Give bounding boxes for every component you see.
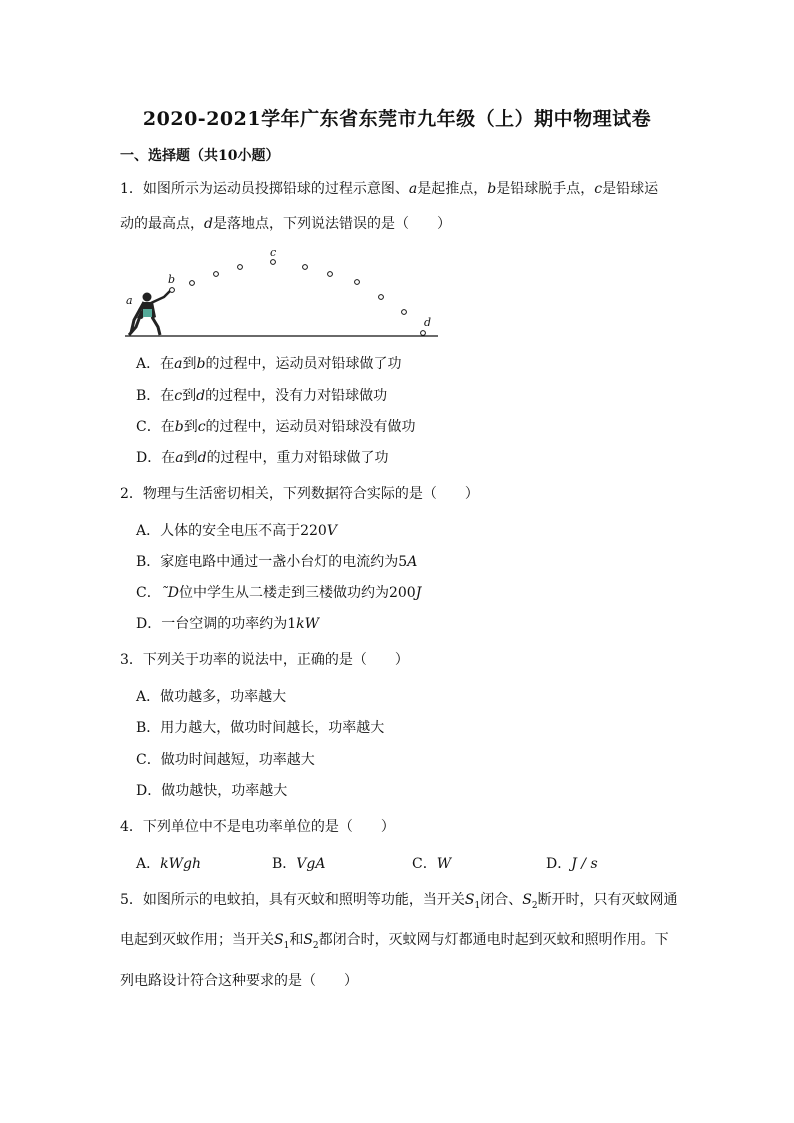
q4-stem: 4．下列单位中不是电功率单位的是（ ） [120, 819, 395, 835]
q3-stem: 3．下列关于功率的说法中，正确的是（ ） [120, 652, 409, 668]
trajectory-point [170, 288, 175, 293]
q3-option-a[interactable]: A．做功越多，功率越大 [136, 689, 287, 705]
q2-option-a[interactable]: A．人体的安全电压不高于220V [136, 523, 337, 539]
q2-option-c[interactable]: C．˜D位中学生从二楼走到三楼做功约为200J [136, 585, 422, 601]
q1-stem-line2: 动的最高点，d是落地点，下列说法错误的是（ ） [120, 216, 451, 232]
page-title: 2020-2021学年广东省东莞市九年级（上）期中物理试卷 [142, 108, 652, 130]
trajectory-point [190, 281, 195, 286]
q3-option-c[interactable]: C．做功时间越短，功率越大 [136, 752, 315, 768]
q5-stem-line3: 列电路设计符合这种要求的是（ ） [120, 973, 358, 989]
trajectory-point [379, 295, 384, 300]
trajectory-point [402, 310, 407, 315]
q1-option-d[interactable]: D．在a到d的过程中，重力对铅球做了功 [136, 450, 389, 466]
q2-option-d[interactable]: D．一台空调的功率约为1kW [136, 616, 320, 632]
trajectory-point [355, 280, 360, 285]
q2-stem: 2．物理与生活密切相关，下列数据符合实际的是（ ） [120, 486, 479, 502]
trajectory-point [238, 265, 243, 270]
trajectory-point [271, 260, 276, 265]
shot-put-diagram [120, 245, 440, 345]
trajectory-point [328, 272, 333, 277]
trajectory-point [303, 265, 308, 270]
q5-stem-line1: 5．如图所示的电蚊拍，具有灭蚊和照明等功能，当开关$S_1$闭合、$S_2$断开时，只有灭蚊网通 [120, 892, 678, 911]
label-b: b [168, 273, 176, 286]
q5-stem-line2: 电起到灭蚊作用；当开关$S_1$和$S_2$都闭合时，灭蚊网与灯都通电时起到灭蚊和照明作用。下 [120, 932, 669, 951]
q4-option-c[interactable]: C．W [412, 856, 452, 872]
trajectory-point [214, 272, 219, 277]
q3-option-b[interactable]: B．用力越大，做功时间越长，功率越大 [136, 720, 385, 736]
q4-option-a[interactable]: A．kWgh [136, 856, 201, 872]
shot-put-figure [120, 245, 440, 345]
trajectory-point [421, 331, 426, 336]
label-a: a [126, 294, 133, 307]
q3-option-d[interactable]: D．做功越快，功率越大 [136, 783, 288, 799]
q1-option-b[interactable]: B．在c到d的过程中，没有力对铅球做功 [136, 388, 388, 404]
q4-option-b[interactable]: B．VgA [272, 856, 326, 872]
section-heading: 一、选择题（共10小题） [120, 148, 280, 164]
q4-option-d[interactable]: D．J / s [546, 856, 598, 872]
label-d: d [424, 316, 432, 329]
label-c: c [270, 246, 277, 259]
q1-option-c[interactable]: C．在b到c的过程中，运动员对铅球没有做功 [136, 419, 416, 435]
athlete-icon [129, 291, 170, 335]
q1-option-a[interactable]: A．在a到b的过程中，运动员对铅球做了功 [136, 356, 402, 372]
q2-option-b[interactable]: B．家庭电路中通过一盏小台灯的电流约为5A [136, 554, 418, 570]
q1-stem-line1: 1．如图所示为运动员投掷铅球的过程示意图、a是起推点，b是铅球脱手点，c是铅球运 [120, 181, 659, 197]
